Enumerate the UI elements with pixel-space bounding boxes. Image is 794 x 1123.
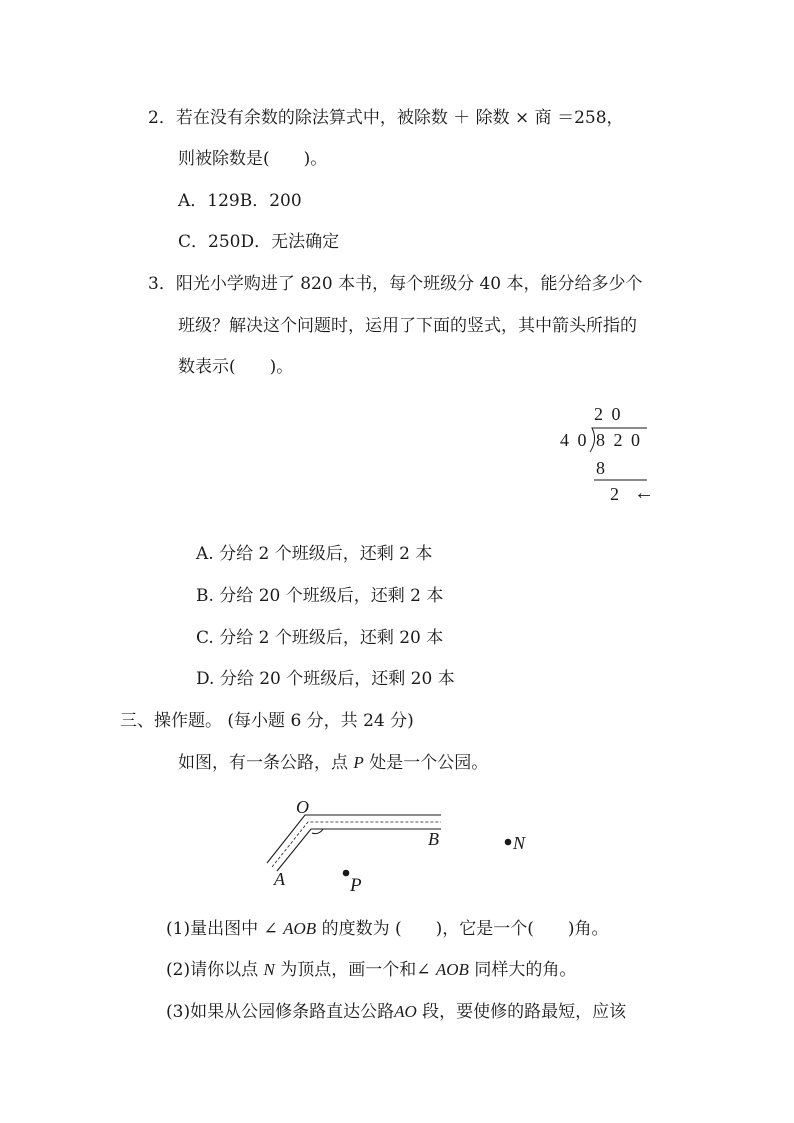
division-quotient: 2 0 (594, 404, 623, 424)
q3-stem-line3: 数表示( )。 (178, 357, 294, 377)
long-division-figure (552, 402, 662, 510)
q2-stem-line1: 2．若在没有余数的除法算式中，被除数 ＋ 除数 × 商 ＝258， (148, 108, 624, 128)
label-p: P (350, 875, 362, 896)
q2-options-cd: C．250D．无法确定 (178, 232, 340, 252)
q3-option-d: D. 分给 20 个班级后，还剩 20 本 (196, 669, 455, 689)
division-remainder: 2 (610, 484, 619, 504)
label-o: O (296, 797, 309, 817)
label-a: A (274, 869, 285, 889)
q3-stem-line1: 3．阳光小学购进了 820 本书，每个班级分 40 本，能分给多少个 (148, 274, 643, 294)
label-b: B (428, 829, 439, 849)
point-n (505, 839, 512, 846)
label-n: N (513, 833, 526, 853)
sub-question-1: (1)量出图中 ∠ AOB 的度数为 ( )，它是一个( )角。 (166, 919, 609, 939)
q3-option-c: C. 分给 2 个班级后，还剩 20 本 (196, 628, 444, 648)
division-dividend: 8 2 0 (596, 430, 642, 450)
q3-stem-line2: 班级？解决这个问题时，运用了下面的竖式，其中箭头所指的 (178, 316, 637, 336)
arrow-left-icon: ← (634, 482, 654, 504)
point-p (343, 870, 350, 877)
q2-stem-line2: 则被除数是( )。 (178, 149, 328, 169)
angle-arc (312, 829, 323, 834)
section-3-intro: 如图，有一条公路，点 P 处是一个公园。 (178, 753, 489, 773)
section-3-heading: 三、操作题。 (每小题 6 分，共 24 分) (120, 711, 414, 731)
division-product: 8 (596, 458, 605, 478)
sub-question-3: (3)如果从公园修条路直达公路AO 段，要使修的路最短，应该 (166, 1002, 627, 1022)
q3-option-a: A. 分给 2 个班级后，还剩 2 本 (196, 544, 433, 564)
road-park-figure (255, 795, 555, 900)
division-bracket-lines (552, 402, 662, 510)
division-divisor: 4 0 (560, 430, 589, 450)
road (267, 815, 441, 871)
sub-question-2: (2)请你以点 N 为顶点，画一个和∠ AOB 同样大的角。 (166, 960, 577, 980)
q2-options-ab: A．129B．200 (178, 191, 302, 211)
q3-option-b: B. 分给 20 个班级后，还剩 2 本 (196, 586, 444, 606)
